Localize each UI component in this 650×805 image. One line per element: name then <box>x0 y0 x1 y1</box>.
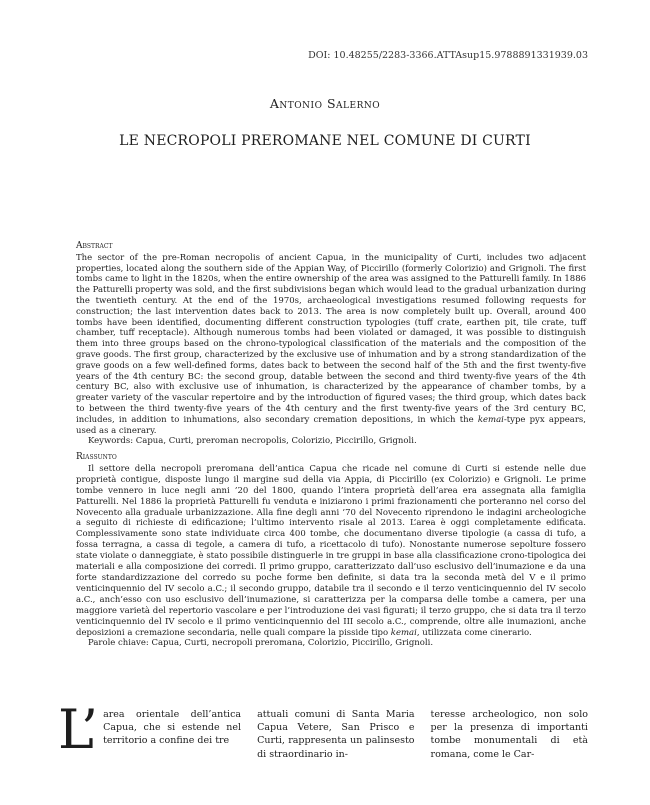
abstract-heading: Abstract <box>76 241 113 251</box>
paper-title: LE NECROPOLI PREROMANE NEL COMUNE DI CURTI <box>119 133 531 149</box>
abstract-text-end: -type pyx appears, used as a cinerary. <box>76 414 586 436</box>
body-column-3: teresse archeologico, non solo per la presenza di importanti tombe monumentali di età romana, come le Car- <box>430 709 588 760</box>
abstract-text-main: The sector of the pre-Roman necropolis of ancient Capua, in the municipality of Curti, includes two adjacent properties, located along the southern side of the Appian Way, of Piccirillo (formerly Colorizio) and Grignoli. The first tombs came to light in the 1820s, when the entire ownership of the area was assigned to the Patturelli family. In 1886 the Patturelli property was sold, and the first subdivisions began which would lead to the gradual urbanization during the twentieth century. At the end of the 1970s, archaeological investigations resumed following requests for construction; the last intervention dates back to 2013. The area is now completely built up. Overall, around 400 tombs have been identified, documenting different construction typologies (tuff crate, earthen pit, tile crate, tuff chamber, tuff receptacle). Although numerous tombs had been violated or damaged, it was possible to distinguish them into three groups based on the chrono-typological classification of the materials and the composition of the grave goods. The first group, characterized by the exclusive use of inhumation and by a strong standardization of the grave goods on a few well-defined forms, dates back to between the second half of the 5th and the first twenty-five years of the 4th century BC: the second group, datable between the second and third twenty-five years of the 4th century BC, also with exclusive use of inhumation, is characterized by the appearance of chamber tombs, by a greater variety of the vascular repertoire and by the introduction of figured vases; the third group, which dates back to between the third twenty-five years of the 4th century and the first twenty-five years of the 3rd century BC, includes, in addition to inhumations, also secondary cremation depositions, in which the <box>76 252 587 425</box>
abstract-kemai: kemai <box>477 414 504 425</box>
author-name: Antonio Salerno <box>269 96 381 111</box>
riassunto-section <box>76 452 586 649</box>
riassunto-heading: Riassunto <box>76 452 117 462</box>
body-column-2: attuali comuni di Santa Maria Capua Vetere, San Prisco e Curti, rappresenta un palinsesto di straordinario in- <box>257 709 415 760</box>
riassunto-keywords: Parole chiave: Capua, Curti, necropoli preromana, Colorizio, Piccirillo, Grignoli. <box>88 638 434 649</box>
riassunto-kemai: kemai <box>390 627 417 638</box>
abstract-section <box>76 241 586 447</box>
body-column-1 <box>58 698 242 761</box>
abstract-keywords: Keywords: Capua, Curti, preroman necropolis, Colorizio, Piccirillo, Grignoli. <box>88 436 417 447</box>
body-column-1-text: area orientale dell’antica Capua, che si estende nel territorio a confine dei tre <box>103 709 242 747</box>
abstract-text <box>76 253 586 437</box>
doi-line: DOI: 10.48255/2283-3366.ATTAsup15.9788891331939.03 <box>308 50 588 61</box>
drop-cap: L’ <box>58 698 99 761</box>
body-columns <box>58 698 588 761</box>
riassunto-text-main: Il settore della necropoli preromana dell’antica Capua che ricade nel comune di Curti si estende nelle due proprietà contigue, disposte lungo il margine sud della via Appia, di Piccirillo (ex Colorizio) e Grignoli. Le prime tombe vennero in luce negli anni ’20 del 1800, quando l’intera proprietà dell’area era assegnata alla famiglia Patturelli. Nel 1886 la proprietà Patturelli fu venduta e iniziarono i primi frazionamenti che porteranno nel corso del Novecento alla graduale urbanizzazione. Alla fine degli anni ’70 del Novecento riprendono le indagini archeologiche a seguito di richieste di edificazione; l’ultimo intervento risale al 2013. L’area è oggi completamente edificata. Complessivamente sono state individuate circa 400 tombe, che documentano diverse tipologie (a cassa di tufo, a fossa terragna, a cassa di tegole, a camera di tufo, a ricettacolo di tufo). Nonostante numerose sepolture fossero state violate o danneggiate, è stato possibile distinguerle in tre gruppi in base alla classificazione crono-tipologica dei materiali e alla composizione dei corredi. Il primo gruppo, caratterizzato dall’uso esclusivo dell’inumazione e da una forte standardizzazione del corredo su poche forme ben definite, si data tra la seconda metà del V e il primo venticinquennio del IV secolo a.C.; il secondo gruppo, databile tra il secondo e il terzo venticinquennio del IV secolo a.C., anch’esso con uso esclusivo dell’inumazione, si caratterizza per la comparsa delle tombe a camera, per una maggiore varietà del repertorio vascolare e per l’introduzione dei vasi figurati; il terzo gruppo, che si data tra il terzo venticinquennio del IV secolo e il primo venticinquennio del III secolo a.C., comprende, oltre alle inumazioni, anche deposizioni a cremazione secondaria, nelle quali compare la pisside tipo <box>76 463 586 638</box>
riassunto-text-end: , utilizzata come cinerario. <box>416 627 532 638</box>
riassunto-text <box>76 464 586 639</box>
